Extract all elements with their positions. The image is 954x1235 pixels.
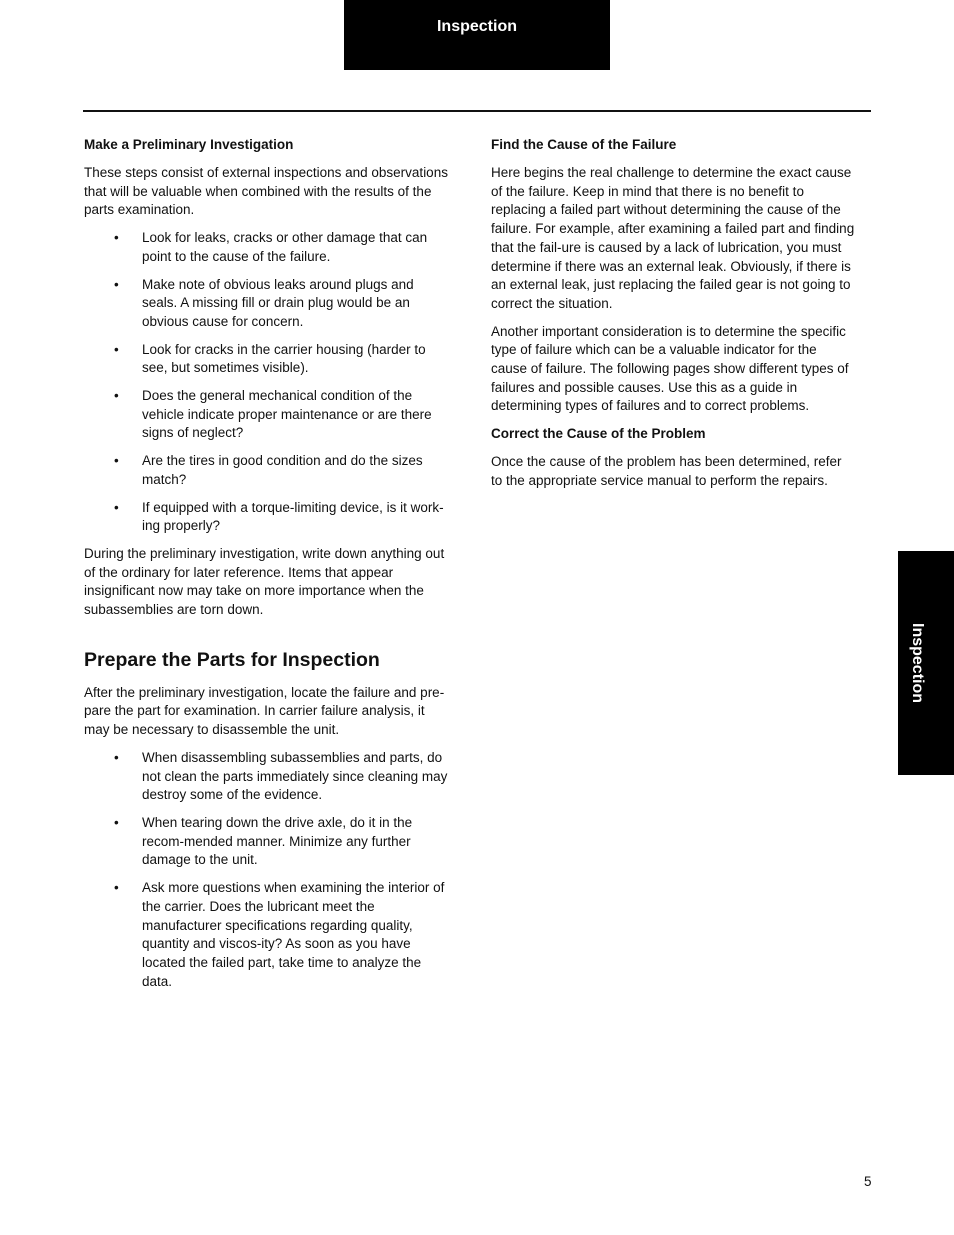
list-item-text: Make note of obvious leaks around plugs and seals. A missing fill or drain plug would be an obvious cause for concern.	[142, 276, 414, 329]
prepare-list	[84, 749, 452, 991]
list-item-text: Does the general mechanical condition of the vehicle indicate proper maintenance or are there signs of neglect?	[142, 388, 432, 441]
list-item-text: Are the tires in good condition and do the sizes match?	[142, 453, 423, 487]
list-item	[84, 879, 452, 991]
page-number: 5	[864, 1174, 872, 1189]
list-item-text: When disassembling subassemblies and parts, do not clean the parts immediately since cleaning may destroy some of the evidence.	[142, 749, 448, 803]
bullet-icon: •	[114, 499, 119, 515]
list-item-text: When tearing down the drive axle, do it in the recom-mended manner. Minimize any further damage to the unit.	[142, 814, 413, 868]
bullet-icon: •	[114, 276, 119, 292]
side-thumb-tab	[898, 551, 954, 775]
list-item-text: If equipped with a torque-limiting device, is it work-ing properly?	[142, 499, 444, 534]
find-cause-paragraph-1: Here begins the real challenge to determine the exact cause of the failure. Keep in mind that there is no benefit to replacing a failed part without determining the cause of the failure. For example, after examining a failed part and finding that the fail-ure is caused by a lack of lubrication, you must determine if there was an external leak. Obviously, if there is an external leak, just replacing the failed gear is not going to correct the situation.	[491, 165, 855, 311]
list-item-text: Ask more questions when examining the interior of the carrier. Does the lubricant meet the manufacturer specifications regarding quality, quantity and viscos-ity? As soon as you have located the failed part, take time to analyze the data.	[142, 880, 445, 989]
prepare-heading: Prepare the Parts for Inspection	[84, 648, 380, 671]
bullet-icon: •	[114, 814, 119, 830]
list-item	[84, 387, 452, 443]
list-item	[84, 229, 452, 266]
bullet-icon: •	[114, 388, 119, 404]
list-item	[84, 452, 452, 489]
list-item-text: Look for leaks, cracks or other damage that can point to the cause of the failure.	[142, 230, 428, 264]
bullet-icon: •	[114, 453, 119, 469]
prepare-intro: After the preliminary investigation, locate the failure and pre-pare the part for examination. In carrier failure analysis, it may be necessary to disassemble the unit.	[84, 684, 445, 738]
correct-cause-paragraph: Once the cause of the problem has been determined, refer to the appropriate service manual to perform the repairs.	[491, 454, 842, 488]
preliminary-closing: During the preliminary investigation, write down anything out of the ordinary for later reference. Items that appear insignificant now may take on more importance when the subassemblies are torn down.	[84, 545, 445, 618]
side-thumb-label: Inspection	[909, 623, 926, 704]
list-item	[84, 499, 452, 536]
list-item	[84, 276, 452, 332]
section-header-tab	[344, 0, 610, 70]
correct-cause-heading: Correct the Cause of the Problem	[491, 426, 706, 442]
preliminary-heading: Make a Preliminary Investigation	[84, 137, 294, 152]
preliminary-intro: These steps consist of external inspections and observations that will be valuable when combined with the results of the parts examination.	[84, 165, 448, 218]
right-column	[491, 136, 855, 500]
list-item-text: Look for cracks in the carrier housing (harder to see, but sometimes visible).	[142, 341, 426, 376]
list-item	[84, 749, 452, 805]
bullet-icon: •	[114, 341, 119, 357]
left-column	[84, 136, 452, 1000]
preliminary-list	[84, 229, 452, 536]
bullet-icon: •	[114, 880, 119, 896]
section-header-label: Inspection	[436, 18, 517, 35]
list-item	[84, 814, 452, 870]
header-divider	[83, 110, 871, 112]
find-cause-heading: Find the Cause of the Failure	[491, 137, 677, 152]
list-item	[84, 341, 452, 378]
bullet-icon: •	[114, 749, 119, 765]
find-cause-paragraph-2: Another important consideration is to determine the specific type of failure which can be a valuable indicator for the cause of failure. The following pages show different types of failures and possible causes. Use this as a guide in determining types of failures and to correct problems.	[491, 323, 849, 414]
bullet-icon: •	[114, 230, 119, 246]
